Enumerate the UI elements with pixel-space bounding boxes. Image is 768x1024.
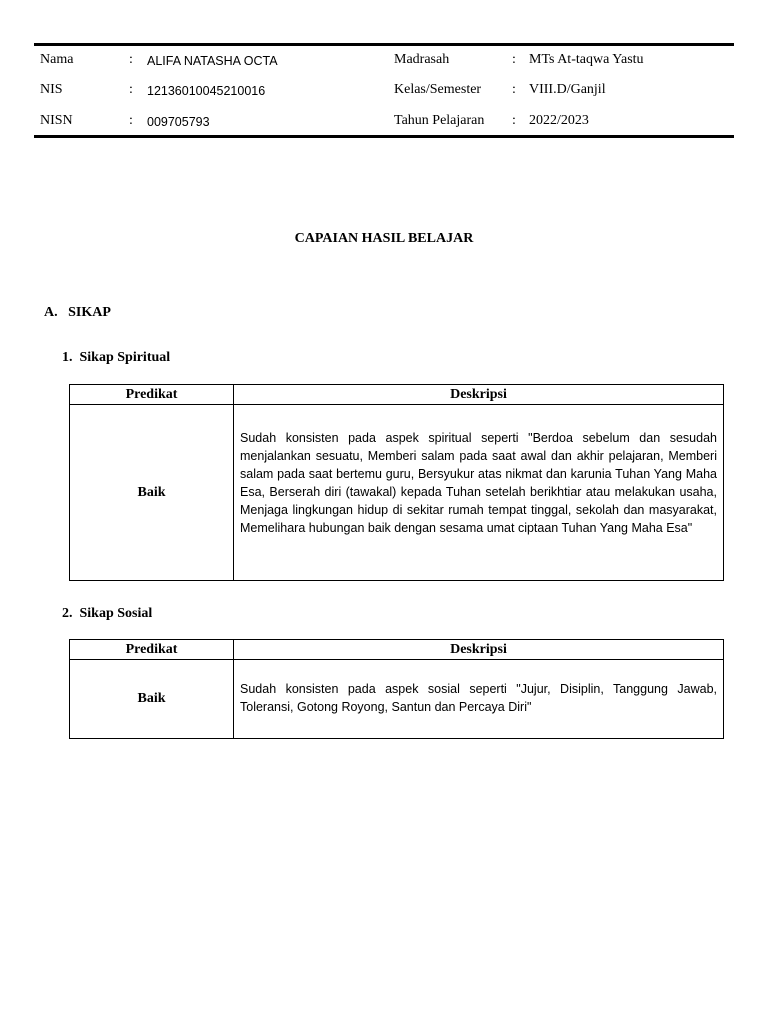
section-a-heading: A. SIKAP <box>44 305 111 320</box>
label-nis: NIS <box>40 82 63 97</box>
column-header-predikat: Predikat <box>70 640 234 660</box>
label-tahun-pelajaran: Tahun Pelajaran <box>394 113 485 128</box>
header-top-rule <box>34 43 734 46</box>
predikat-cell: Baik <box>70 660 234 739</box>
colon: : <box>512 52 516 67</box>
colon: : <box>129 113 133 128</box>
sikap-sosial-table <box>69 639 724 739</box>
colon: : <box>129 52 133 67</box>
deskripsi-cell <box>234 405 724 581</box>
value-tahun-pelajaran: 2022/2023 <box>529 113 589 128</box>
sikap-sosial-heading: 2. Sikap Sosial <box>62 606 153 621</box>
value-nama: ALIFA NATASHA OCTA <box>147 54 278 68</box>
colon: : <box>129 82 133 97</box>
colon: : <box>512 82 516 97</box>
column-header-predikat: Predikat <box>70 385 234 405</box>
sikap-spiritual-table <box>69 384 724 581</box>
predikat-cell: Baik <box>70 405 234 581</box>
column-header-deskripsi: Deskripsi <box>234 640 724 660</box>
sikap-spiritual-heading: 1. Sikap Spiritual <box>62 350 171 365</box>
value-kelas-semester: VIII.D/Ganjil <box>529 82 606 97</box>
table-row <box>70 660 724 739</box>
deskripsi-text: Sudah konsisten pada aspek spiritual seperti "Berdoa sebelum dan sesudah menjalankan sesuatu, Memberi salam pada saat awal dan akhir pelajaran, Memberi salam pada saat bertemu guru, Bersyukur atas nikmat dan karunia Tuhan Yang Maha Esa, Berserah diri (tawakal) kepada Tuhan setelah berikhtiar atau melakukan usaha, Menjaga lingkungan hidup di sekitar rumah tempat tinggal, sekolah dan masyarakat, Memelihara hubungan baik dengan sesama umat ciptaan Tuhan Yang Maha Esa" <box>240 431 717 535</box>
label-nama: Nama <box>40 52 74 67</box>
label-madrasah: Madrasah <box>394 52 450 67</box>
deskripsi-cell <box>234 660 724 739</box>
table-header-row <box>70 385 724 405</box>
value-nisn: 009705793 <box>147 115 210 129</box>
value-madrasah: MTs At-taqwa Yastu <box>529 52 644 67</box>
header-bottom-rule <box>34 135 734 138</box>
page-title: CAPAIAN HASIL BELAJAR <box>294 231 474 246</box>
table-header-row <box>70 640 724 660</box>
value-nis: 12136010045210016 <box>147 84 266 98</box>
colon: : <box>512 113 516 128</box>
deskripsi-text: Sudah konsisten pada aspek sosial seperti "Jujur, Disiplin, Tanggung Jawab, Toleransi, Gotong Royong, Santun dan Percaya Diri" <box>240 682 717 714</box>
label-kelas-semester: Kelas/Semester <box>394 82 482 97</box>
table-row <box>70 405 724 581</box>
column-header-deskripsi: Deskripsi <box>234 385 724 405</box>
label-nisn: NISN <box>40 113 73 128</box>
